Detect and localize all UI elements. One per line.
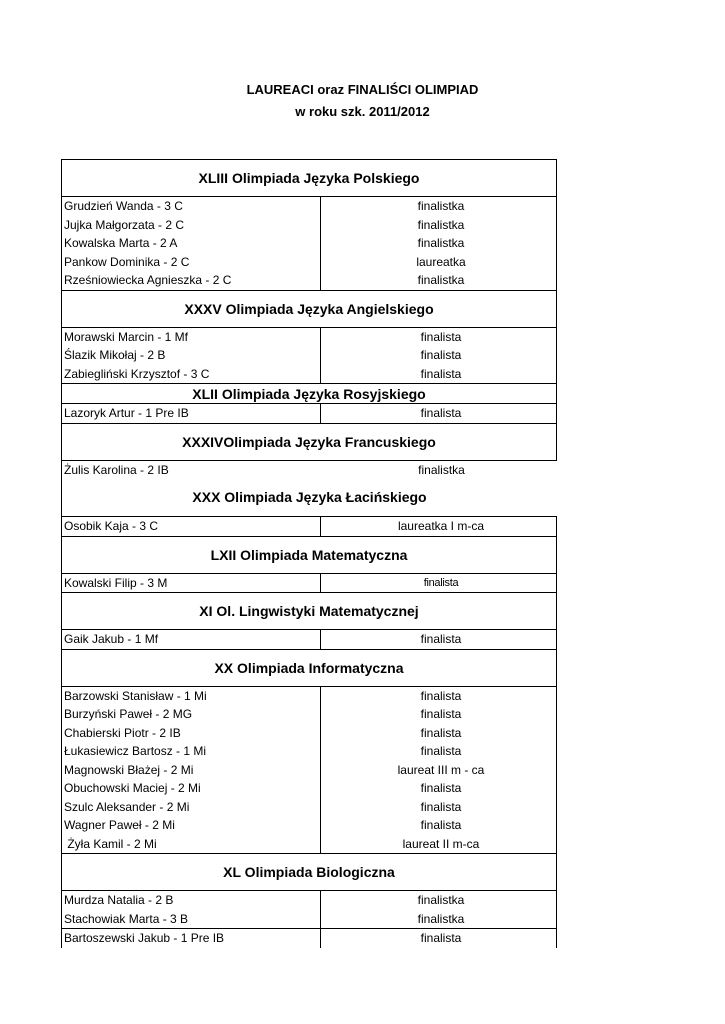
section-rows	[61, 461, 557, 480]
student-name: Żulis Karolina - 2 IB	[64, 462, 169, 477]
table-row	[62, 328, 556, 347]
student-name: Burzyński Paweł - 2 MG	[64, 707, 193, 721]
result-status: finalista	[420, 329, 462, 344]
table-row	[62, 461, 557, 480]
table-row	[62, 724, 556, 743]
table-row	[62, 404, 556, 423]
table-row	[62, 687, 556, 706]
student-name: Stachowiak Marta - 3 B	[64, 911, 189, 926]
result-status: finalista	[420, 744, 462, 758]
section-heading: XI Ol. Lingwistyki Matematycznej	[61, 593, 557, 630]
student-name: Zabiegliński Krzysztof - 3 C	[64, 366, 210, 381]
section-heading: XX Olimpiada Informatyczna	[61, 650, 557, 687]
student-name: Morawski Marcin - 1 Mf	[64, 329, 189, 344]
table-row	[62, 779, 556, 798]
section-polish	[61, 160, 557, 291]
section-math-linguistics	[61, 593, 557, 650]
student-name: Murdza Natalia - 2 B	[64, 893, 174, 907]
table-row	[62, 705, 556, 724]
student-name: Obuchowski Maciej - 2 Mi	[64, 781, 201, 795]
section-heading: XL Olimpiada Biologiczna	[61, 854, 557, 891]
result-status: finalista	[420, 781, 462, 795]
section-rows	[61, 574, 557, 594]
table-row	[62, 761, 556, 780]
table-row	[62, 253, 556, 272]
result-status: finalistka	[417, 273, 465, 287]
section-informatics	[61, 650, 557, 855]
section-heading: XXXV Olimpiada Języka Angielskiego	[61, 291, 557, 328]
result-status: finalistka	[417, 217, 465, 232]
student-name: Magnowski Błażej - 2 Mi	[64, 762, 194, 777]
document-title: LAUREACI oraz FINALIŚCI OLIMPIAD	[246, 82, 479, 97]
result-status: finalista	[420, 406, 462, 420]
table-row	[62, 630, 556, 649]
section-heading: XLII Olimpiada Języka Rosyjskiego	[61, 384, 557, 404]
section-heading: LXII Olimpiada Matematyczna	[61, 537, 557, 574]
table-row	[62, 891, 556, 910]
student-name: Żyła Kamil - 2 Mi	[64, 836, 157, 851]
student-name: Kowalska Marta - 2 A	[64, 236, 178, 250]
student-name: Wagner Paweł - 2 Mi	[64, 818, 175, 832]
result-status: finalistka	[417, 893, 465, 907]
section-french	[61, 424, 557, 480]
table-row	[62, 835, 556, 854]
student-name: Grudzień Wanda - 3 C	[64, 199, 183, 213]
student-name: Szulc Aleksander - 2 Mi	[64, 799, 190, 814]
student-name: Lazoryk Artur - 1 Pre IB	[64, 406, 189, 420]
section-rows	[61, 891, 557, 948]
student-name: Chabierski Piotr - 2 IB	[64, 725, 181, 740]
result-status: finalista	[420, 348, 462, 362]
table-row	[62, 271, 556, 290]
student-name: Bartoszewski Jakub - 1 Pre IB	[64, 931, 225, 945]
section-heading: XLIII Olimpiada Języka Polskiego	[61, 160, 557, 197]
result-status: finalista	[420, 799, 462, 814]
student-name: Kowalski Filip - 3 M	[64, 575, 168, 590]
table-row	[62, 197, 556, 216]
student-name: Osobik Kaja - 3 C	[64, 519, 159, 533]
section-math	[61, 537, 557, 594]
result-status: laureatka I m-ca	[397, 519, 485, 533]
result-status: laureatka	[416, 254, 466, 269]
table-row	[62, 910, 556, 930]
result-status: finalista	[420, 632, 462, 646]
student-name: Rześniowiecka Agnieszka - 2 C	[64, 273, 232, 287]
student-name: Ślazik Mikołaj - 2 B	[64, 348, 166, 362]
table-row	[62, 365, 556, 384]
student-name: Pankow Dominika - 2 C	[64, 254, 190, 269]
student-name: Łukasiewicz Bartosz - 1 Mi	[64, 744, 207, 758]
section-heading: XXXIVOlimpiada Języka Francuskiego	[61, 424, 557, 461]
section-rows	[61, 517, 557, 537]
section-rows	[61, 328, 557, 385]
result-status: finalistka	[417, 236, 465, 250]
table-row	[62, 574, 556, 593]
document-subtitle: w roku szk. 2011/2012	[295, 104, 430, 119]
table-row	[62, 798, 556, 817]
result-status: finalista	[420, 688, 462, 703]
result-status: laureat III m - ca	[397, 762, 485, 777]
section-rows	[61, 687, 557, 855]
student-name: Barzowski Stanisław - 1 Mi	[64, 688, 207, 703]
result-status: finalistka	[418, 462, 465, 477]
result-status: finalista	[420, 931, 462, 945]
table-row	[62, 234, 556, 253]
section-russian	[61, 384, 557, 424]
result-status: finalista	[420, 366, 462, 381]
section-heading: XXX Olimpiada Języka Łacińskiego	[61, 479, 557, 517]
section-rows	[61, 630, 557, 650]
table-row	[62, 346, 556, 365]
section-english	[61, 291, 557, 385]
result-status: finalistka	[417, 199, 465, 213]
table-row	[62, 816, 556, 835]
student-name: Gaik Jakub - 1 Mf	[64, 632, 159, 646]
result-status: finalista	[420, 707, 462, 721]
section-rows	[61, 404, 557, 424]
section-biology	[61, 854, 557, 948]
result-status: finalistka	[417, 911, 465, 926]
olympiad-results-table	[61, 159, 557, 948]
section-latin	[61, 479, 557, 537]
result-status: finalista	[420, 725, 462, 740]
student-name: Jujka Małgorzata - 2 C	[64, 217, 185, 232]
table-row	[62, 742, 556, 761]
table-row	[62, 517, 556, 536]
result-status: finalista	[420, 818, 462, 832]
result-status: laureat II m-ca	[402, 836, 480, 851]
table-row	[62, 929, 556, 948]
result-status: finalista	[423, 576, 459, 589]
section-rows	[61, 197, 557, 291]
table-row	[62, 216, 556, 235]
